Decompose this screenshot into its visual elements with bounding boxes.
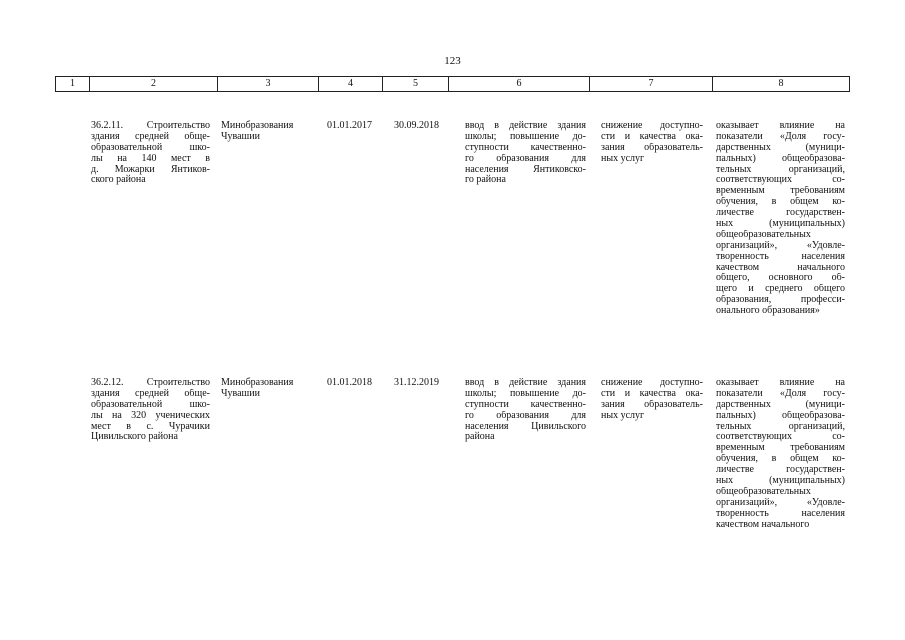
- cell-line: ступности качественно-: [465, 142, 586, 153]
- page-number: 123: [444, 55, 461, 67]
- row1-consequences: [601, 121, 703, 165]
- cell-line: дарственных (муници-: [716, 142, 845, 153]
- cell-line: населения Янтиковско-: [465, 164, 586, 175]
- cell-line: снижение доступно-: [601, 378, 703, 388]
- cell-line: соответствующих со-: [716, 432, 845, 443]
- cell-line: обучения, в общем ко-: [716, 197, 845, 208]
- cell-line: творенность населения: [716, 251, 845, 262]
- cell-line: 36.2.11. Строительство: [91, 121, 210, 131]
- cell-line: школы; повышение до-: [465, 131, 586, 142]
- cell-line: Чувашии: [221, 130, 260, 142]
- row1-executor: [221, 121, 321, 143]
- cell-line: го района: [465, 174, 506, 186]
- row1-indicator-impact: [716, 121, 845, 317]
- row1-end-date: 30.09.2018: [394, 120, 439, 131]
- row1-expected-result: [465, 121, 586, 186]
- cell-line: дарственных (муници-: [716, 399, 845, 410]
- row2-executor: [221, 378, 321, 400]
- cell-line: тельных организаций,: [716, 421, 845, 432]
- cell-line: д. Можарки Янтиков-: [91, 164, 210, 175]
- row2-end-date: 31.12.2019: [394, 377, 439, 388]
- cell-line: качеством начального: [716, 262, 845, 273]
- column-header-4: 4: [318, 77, 382, 91]
- cell-line: организаций», «Удовле-: [716, 240, 845, 251]
- column-header-6: 6: [448, 77, 589, 91]
- row2-indicator-impact: [716, 378, 845, 530]
- cell-line: Минобразования: [221, 120, 294, 131]
- cell-line: пальных) общеобразова-: [716, 410, 845, 421]
- cell-line: образования, професси-: [716, 295, 845, 306]
- cell-line: Цивильского района: [91, 431, 178, 443]
- row1-start-date: 01.01.2017: [327, 120, 372, 131]
- row2-start-date: 01.01.2018: [327, 377, 372, 388]
- cell-line: ввод в действие здания: [465, 378, 586, 388]
- cell-line: творенность населения: [716, 508, 845, 519]
- cell-line: ных услуг: [601, 409, 645, 421]
- cell-line: сти и качества ока-: [601, 388, 703, 399]
- cell-line: го образования для: [465, 153, 586, 164]
- cell-line: оказывает влияние на: [716, 121, 845, 131]
- cell-line: 36.2.12. Строительство: [91, 378, 210, 388]
- cell-line: мест в с. Чурачики: [91, 421, 210, 432]
- column-header-2: 2: [89, 77, 217, 91]
- cell-line: зания образователь-: [601, 142, 703, 153]
- cell-line: общеобразовательных: [716, 229, 811, 240]
- row1-measure-name: [91, 121, 210, 186]
- column-header-7: 7: [589, 77, 712, 91]
- cell-line: ных услуг: [601, 152, 645, 164]
- cell-line: зания образователь-: [601, 399, 703, 410]
- cell-line: обучения, в общем ко-: [716, 454, 845, 465]
- cell-line: образовательной шко-: [91, 399, 210, 410]
- cell-line: образовательной шко-: [91, 142, 210, 153]
- column-header-5: 5: [382, 77, 448, 91]
- row2-expected-result: [465, 378, 586, 443]
- cell-line: Чувашии: [221, 387, 260, 399]
- cell-line: ввод в действие здания: [465, 121, 586, 131]
- cell-line: сти и качества ока-: [601, 131, 703, 142]
- cell-line: ных (муниципальных): [716, 476, 845, 487]
- cell-line: общеобразовательных: [716, 486, 811, 497]
- cell-line: качеством начального: [716, 518, 810, 530]
- cell-line: пальных) общеобразова-: [716, 153, 845, 164]
- cell-line: ных (муниципальных): [716, 219, 845, 230]
- cell-line: временным требованиям: [716, 443, 845, 454]
- column-header-1: 1: [55, 77, 89, 91]
- cell-line: здания средней обще-: [91, 388, 210, 399]
- cell-line: района: [465, 431, 495, 443]
- cell-line: оказывает влияние на: [716, 378, 845, 388]
- cell-line: показатели «Доля госу-: [716, 131, 845, 142]
- cell-line: временным требованиям: [716, 186, 845, 197]
- table-header-row: [55, 76, 850, 92]
- cell-line: организаций», «Удовле-: [716, 497, 845, 508]
- cell-line: лы на 320 ученических: [91, 410, 210, 421]
- cell-line: ского района: [91, 174, 146, 186]
- cell-line: тельных организаций,: [716, 164, 845, 175]
- cell-line: общего, основного об-: [716, 273, 845, 284]
- cell-line: школы; повышение до-: [465, 388, 586, 399]
- row2-measure-name: [91, 378, 210, 443]
- cell-line: го образования для: [465, 410, 586, 421]
- cell-line: онального образования»: [716, 305, 820, 317]
- cell-line: Минобразования: [221, 377, 294, 388]
- cell-line: населения Цивильского: [465, 421, 586, 432]
- cell-line: личестве государствен-: [716, 208, 845, 219]
- cell-line: лы на 140 мест в: [91, 153, 210, 164]
- cell-line: соответствующих со-: [716, 175, 845, 186]
- column-header-8: 8: [712, 77, 850, 91]
- cell-line: здания средней обще-: [91, 131, 210, 142]
- cell-line: личестве государствен-: [716, 465, 845, 476]
- cell-line: показатели «Доля госу-: [716, 388, 845, 399]
- column-header-3: 3: [217, 77, 318, 91]
- cell-line: снижение доступно-: [601, 121, 703, 131]
- row2-consequences: [601, 378, 703, 422]
- cell-line: щего и среднего общего: [716, 284, 845, 295]
- cell-line: ступности качественно-: [465, 399, 586, 410]
